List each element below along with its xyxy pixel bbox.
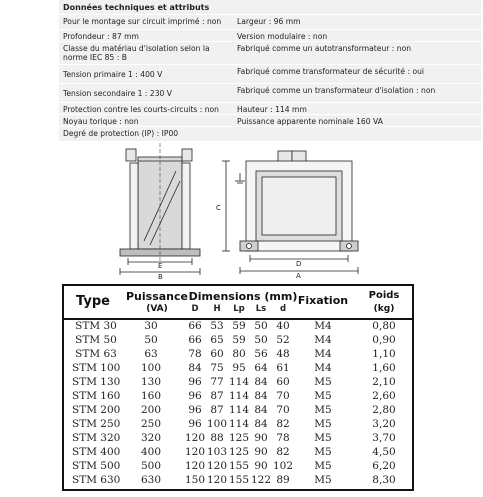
cell-h: 120: [207, 474, 228, 486]
cell-power: 500: [140, 460, 162, 472]
cell-h: 87: [210, 390, 224, 402]
cell-ls: 90: [254, 460, 268, 472]
table-row: [64, 431, 412, 445]
dimension-drawing: [100, 141, 400, 281]
cell-weight: 1,10: [372, 348, 396, 360]
cell-type: STM 500: [72, 460, 121, 472]
cell-weight: 2,10: [372, 376, 396, 388]
header-fixation: Fixation: [297, 294, 349, 307]
header-weight-unit: (kg): [373, 304, 395, 314]
label-d: D: [296, 260, 302, 268]
cell-lp: 59: [232, 320, 246, 332]
cell-h: 75: [210, 362, 224, 374]
cell-lp: 114: [229, 376, 250, 388]
attr-right: Puissance apparente nominale 160 VA: [237, 117, 383, 126]
attr-left: Classe du matériau d'isolation selon la norme IEC 85 : B: [63, 44, 210, 62]
subheader-h: H: [213, 304, 221, 314]
table-row: [64, 417, 412, 431]
cell-d-upper: 96: [188, 390, 202, 402]
cell-fixation: M5: [314, 418, 332, 430]
attr-row: [59, 41, 481, 65]
cell-ls: 50: [254, 320, 268, 332]
table-row: [64, 403, 412, 417]
table-row: [64, 347, 412, 361]
cell-fixation: M5: [314, 404, 332, 416]
cell-h: 87: [210, 404, 224, 416]
cell-ls: 84: [254, 418, 268, 430]
attr-left: Profondeur : 87 mm: [63, 32, 139, 41]
cell-weight: 3,70: [372, 432, 396, 444]
cell-d-upper: 120: [185, 432, 206, 444]
cell-d-lower: 52: [276, 334, 290, 346]
cell-weight: 1,60: [372, 362, 396, 374]
cell-power: 50: [144, 334, 158, 346]
header-power-unit: (VA): [146, 304, 168, 314]
attr-row: [59, 14, 481, 30]
cell-h: 53: [210, 320, 224, 332]
cell-weight: 4,50: [372, 446, 396, 458]
cell-weight: 6,20: [372, 460, 396, 472]
cell-lp: 114: [229, 390, 250, 402]
cell-type: STM 320: [72, 432, 121, 444]
subheader-d-upper: D: [191, 304, 199, 314]
header-power: Puissance: [126, 290, 188, 303]
attr-left: Pour le montage sur circuit imprimé : non: [63, 17, 222, 26]
table-row: [64, 333, 412, 347]
cell-d-upper: 150: [185, 474, 206, 486]
cell-d-upper: 66: [188, 320, 202, 332]
cell-fixation: M5: [314, 376, 332, 388]
cell-lp: 125: [229, 446, 250, 458]
cell-ls: 50: [254, 334, 268, 346]
cell-d-upper: 96: [188, 418, 202, 430]
table-row: [64, 375, 412, 389]
cell-weight: 0,80: [372, 320, 396, 332]
attr-row: [59, 64, 481, 84]
cell-h: 65: [210, 334, 224, 346]
cell-fixation: M5: [314, 390, 332, 402]
cell-type: STM 250: [72, 418, 121, 430]
cell-ls: 84: [254, 390, 268, 402]
cell-d-lower: 48: [276, 348, 290, 360]
cell-type: STM 400: [72, 446, 121, 458]
cell-d-lower: 70: [276, 390, 290, 402]
cell-fixation: M5: [314, 460, 332, 472]
cell-weight: 3,20: [372, 418, 396, 430]
label-c: C: [216, 204, 221, 212]
attr-row: [59, 126, 481, 141]
cell-lp: 125: [229, 432, 250, 444]
table-row: [64, 361, 412, 375]
cell-fixation: M4: [314, 320, 332, 332]
cell-d-upper: 66: [188, 334, 202, 346]
cell-power: 30: [144, 320, 158, 332]
table-row: [64, 389, 412, 403]
attr-right: Largeur : 96 mm: [237, 17, 301, 26]
table-row: [64, 319, 412, 333]
cell-d-upper: 96: [188, 404, 202, 416]
subheader-lp: Lp: [233, 304, 245, 314]
cell-type: STM 30: [75, 320, 117, 332]
transformer-drawings: [100, 141, 400, 281]
cell-lp: 114: [229, 418, 250, 430]
cell-power: 130: [140, 376, 162, 388]
table-row: [64, 459, 412, 473]
label-a: A: [296, 272, 301, 280]
cell-h: 120: [207, 460, 228, 472]
cell-type: STM 630: [72, 474, 121, 486]
cell-power: 100: [140, 362, 162, 374]
cell-power: 400: [140, 446, 162, 458]
cell-d-upper: 84: [188, 362, 202, 374]
cell-power: 160: [140, 390, 162, 402]
cell-type: STM 63: [75, 348, 117, 360]
attr-left: Tension primaire 1 : 400 V: [63, 70, 163, 79]
cell-ls: 122: [251, 474, 272, 486]
attr-right: Fabriqué comme un autotransformateur : non: [237, 44, 412, 53]
cell-weight: 8,30: [372, 474, 396, 486]
cell-weight: 0,90: [372, 334, 396, 346]
cell-weight: 2,80: [372, 404, 396, 416]
cell-lp: 95: [232, 362, 246, 374]
cell-ls: 90: [254, 446, 268, 458]
cell-lp: 80: [232, 348, 246, 360]
cell-weight: 2,60: [372, 390, 396, 402]
attr-left: Degré de protection (IP) : IP00: [63, 129, 179, 138]
cell-type: STM 100: [72, 362, 121, 374]
label-b: B: [158, 273, 163, 281]
cell-h: 103: [207, 446, 228, 458]
cell-fixation: M5: [314, 432, 332, 444]
table-row: [64, 473, 412, 487]
cell-d-lower: 60: [276, 376, 290, 388]
header-weight: Poids: [368, 290, 400, 301]
cell-h: 60: [210, 348, 224, 360]
cell-lp: 155: [229, 460, 250, 472]
specification-table: [62, 284, 414, 491]
table-header: [64, 286, 412, 320]
cell-d-lower: 89: [276, 474, 290, 486]
cell-fixation: M5: [314, 446, 332, 458]
cell-fixation: M5: [314, 474, 332, 486]
cell-ls: 84: [254, 376, 268, 388]
cell-d-upper: 120: [185, 446, 206, 458]
attr-right: Version modulaire : non: [237, 32, 328, 41]
attributes-title: Données techniques et attributs: [63, 3, 210, 12]
cell-d-lower: 82: [276, 418, 290, 430]
cell-ls: 56: [254, 348, 268, 360]
side-view: [120, 143, 200, 275]
attr-right: Fabriqué comme un transformateur d'isolation : non: [237, 86, 436, 95]
cell-h: 100: [207, 418, 228, 430]
cell-d-lower: 82: [276, 446, 290, 458]
cell-power: 63: [144, 348, 158, 360]
attr-left: Tension secondaire 1 : 230 V: [63, 89, 172, 98]
cell-power: 630: [140, 474, 162, 486]
cell-ls: 90: [254, 432, 268, 444]
cell-fixation: M4: [314, 334, 332, 346]
subheader-ls: Ls: [255, 304, 267, 314]
attr-left: Protection contre les courts-circuits : non: [63, 105, 219, 114]
cell-d-upper: 96: [188, 376, 202, 388]
subheader-d-lower: d: [279, 304, 287, 314]
technical-attributes-panel: [59, 0, 481, 141]
cell-ls: 84: [254, 404, 268, 416]
cell-power: 200: [140, 404, 162, 416]
attr-row: [59, 83, 481, 103]
cell-fixation: M4: [314, 348, 332, 360]
header-type: Type: [76, 294, 110, 309]
cell-type: STM 130: [72, 376, 121, 388]
cell-lp: 155: [229, 474, 250, 486]
cell-lp: 59: [232, 334, 246, 346]
cell-d-lower: 61: [276, 362, 290, 374]
cell-ls: 64: [254, 362, 268, 374]
attr-right: Hauteur : 114 mm: [237, 105, 307, 114]
cell-d-lower: 70: [276, 404, 290, 416]
header-dimensions: Dimensions (mm): [188, 290, 298, 303]
table-body: [64, 319, 412, 487]
cell-d-upper: 120: [185, 460, 206, 472]
cell-d-lower: 102: [273, 460, 294, 472]
cell-type: STM 50: [75, 334, 117, 346]
cell-d-lower: 78: [276, 432, 290, 444]
cell-power: 320: [140, 432, 162, 444]
front-view: [222, 151, 358, 274]
cell-lp: 114: [229, 404, 250, 416]
cell-d-lower: 40: [276, 320, 290, 332]
cell-type: STM 160: [72, 390, 121, 402]
cell-power: 250: [140, 418, 162, 430]
cell-h: 77: [210, 376, 224, 388]
label-e: E: [158, 262, 163, 270]
cell-type: STM 200: [72, 404, 121, 416]
cell-d-upper: 78: [188, 348, 202, 360]
attr-left: Noyau torique : non: [63, 117, 139, 126]
attr-right: Fabriqué comme transformateur de sécurité : oui: [237, 67, 425, 76]
cell-h: 88: [210, 432, 224, 444]
cell-fixation: M4: [314, 362, 332, 374]
table-row: [64, 445, 412, 459]
